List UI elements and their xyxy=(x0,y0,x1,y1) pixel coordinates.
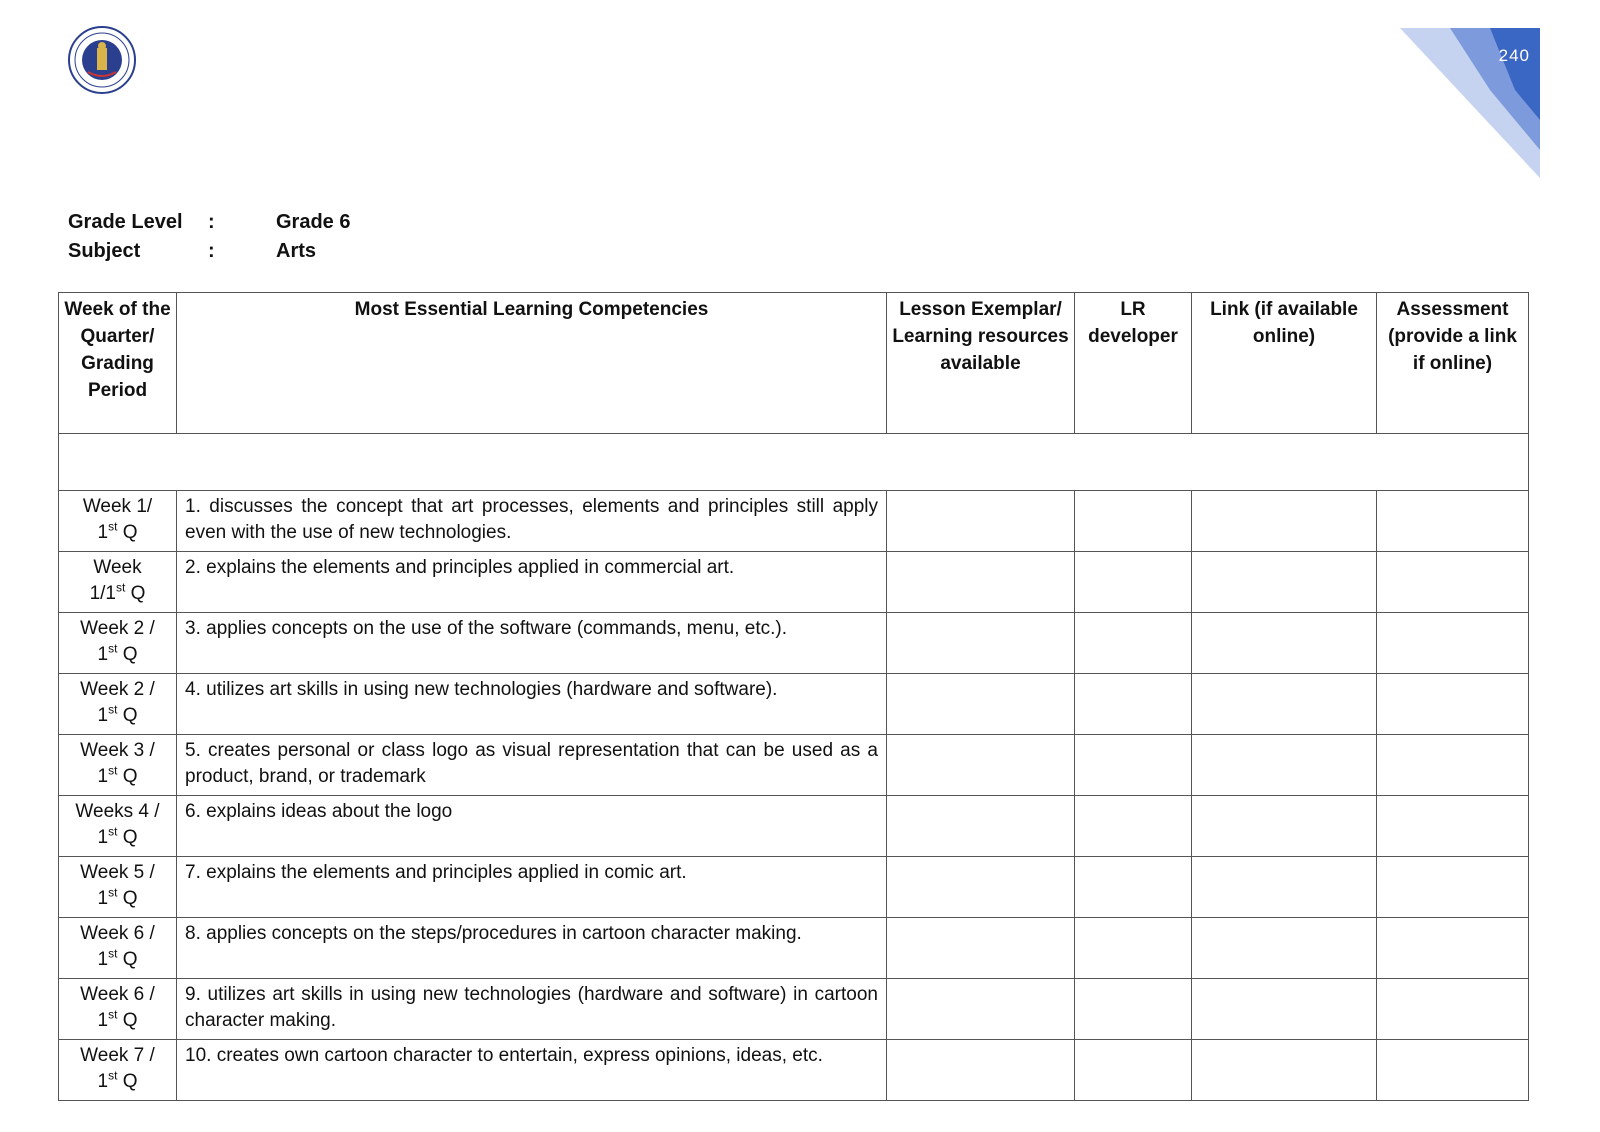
grade-level-row xyxy=(68,208,350,237)
week-number: 1 xyxy=(97,644,109,665)
document-meta xyxy=(68,208,350,266)
week-quarter: Q xyxy=(125,583,146,604)
grade-level-colon: : xyxy=(208,211,215,233)
week-cell xyxy=(59,552,177,613)
week-quarter: Q xyxy=(117,1071,138,1092)
week-label: Weeks 4 / xyxy=(75,801,160,822)
lesson-cell xyxy=(887,552,1075,613)
week-ordinal: st xyxy=(108,885,118,900)
table-row xyxy=(59,857,1529,918)
week-number: 1 xyxy=(97,522,109,543)
lesson-cell xyxy=(887,979,1075,1040)
week-label: Week 3 / xyxy=(80,740,155,761)
assessment-cell xyxy=(1377,979,1529,1040)
lesson-cell xyxy=(887,1040,1075,1101)
table-row xyxy=(59,613,1529,674)
lr-cell xyxy=(1075,552,1192,613)
week-label: Week xyxy=(93,557,142,578)
competency-cell: 4. utilizes art skills in using new technologies (hardware and software). xyxy=(177,674,887,735)
week-label: Week 2 / xyxy=(80,618,155,639)
table-row xyxy=(59,674,1529,735)
week-number: 1/1 xyxy=(89,583,116,604)
week-cell xyxy=(59,613,177,674)
lr-cell xyxy=(1075,735,1192,796)
week-label: Week 6 / xyxy=(80,984,155,1005)
table-row xyxy=(59,979,1529,1040)
week-number: 1 xyxy=(97,766,109,787)
week-quarter: Q xyxy=(117,644,138,665)
lr-cell xyxy=(1075,613,1192,674)
lr-cell xyxy=(1075,1040,1192,1101)
week-label: Week 7 / xyxy=(80,1045,155,1066)
spacer-row xyxy=(59,434,1529,491)
competency-cell: 8. applies concepts on the steps/procedures in cartoon character making. xyxy=(177,918,887,979)
lr-cell xyxy=(1075,857,1192,918)
week-quarter: Q xyxy=(117,949,138,970)
lr-cell xyxy=(1075,979,1192,1040)
competency-cell: 6. explains ideas about the logo xyxy=(177,796,887,857)
week-number: 1 xyxy=(97,949,109,970)
lr-cell xyxy=(1075,674,1192,735)
link-cell xyxy=(1192,979,1377,1040)
assessment-cell xyxy=(1377,857,1529,918)
link-cell xyxy=(1192,491,1377,552)
assessment-cell xyxy=(1377,796,1529,857)
header-competencies: Most Essential Learning Competencies xyxy=(177,293,887,434)
assessment-cell xyxy=(1377,918,1529,979)
lr-cell xyxy=(1075,796,1192,857)
week-ordinal: st xyxy=(108,946,118,961)
link-cell xyxy=(1192,735,1377,796)
table-row xyxy=(59,491,1529,552)
competency-cell: 7. explains the elements and principles applied in comic art. xyxy=(177,857,887,918)
week-number: 1 xyxy=(97,888,109,909)
week-quarter: Q xyxy=(117,766,138,787)
link-cell xyxy=(1192,918,1377,979)
table-row xyxy=(59,918,1529,979)
week-cell xyxy=(59,491,177,552)
week-number: 1 xyxy=(97,1071,109,1092)
table-row xyxy=(59,1040,1529,1101)
week-ordinal: st xyxy=(116,580,126,595)
table-row xyxy=(59,552,1529,613)
header-lr-developer: LR developer xyxy=(1075,293,1192,434)
subject-colon: : xyxy=(208,240,215,262)
week-cell xyxy=(59,674,177,735)
competency-cell: 9. utilizes art skills in using new technologies (hardware and software) in cartoon character making. xyxy=(177,979,887,1040)
week-ordinal: st xyxy=(108,519,118,534)
week-cell xyxy=(59,918,177,979)
week-label: Week 6 / xyxy=(80,923,155,944)
week-ordinal: st xyxy=(108,824,118,839)
spacer-cell xyxy=(59,434,1529,491)
week-ordinal: st xyxy=(108,1068,118,1083)
assessment-cell xyxy=(1377,674,1529,735)
week-cell xyxy=(59,735,177,796)
assessment-cell xyxy=(1377,735,1529,796)
week-quarter: Q xyxy=(117,1010,138,1031)
competency-cell: 10. creates own cartoon character to entertain, express opinions, ideas, etc. xyxy=(177,1040,887,1101)
lesson-cell xyxy=(887,735,1075,796)
assessment-cell xyxy=(1377,552,1529,613)
assessment-cell xyxy=(1377,613,1529,674)
deped-seal-icon xyxy=(68,26,136,94)
link-cell xyxy=(1192,674,1377,735)
lesson-cell xyxy=(887,796,1075,857)
lesson-cell xyxy=(887,613,1075,674)
week-label: Week 1/ xyxy=(82,496,153,517)
header-link: Link (if available online) xyxy=(1192,293,1377,434)
lesson-cell xyxy=(887,674,1075,735)
week-quarter: Q xyxy=(117,522,138,543)
header-lesson-exemplar: Lesson Exemplar/ Learning resources available xyxy=(887,293,1075,434)
lr-cell xyxy=(1075,918,1192,979)
table-header-row xyxy=(59,293,1529,434)
header-week: Week of the Quarter/ Grading Period xyxy=(59,293,177,434)
lr-cell xyxy=(1075,491,1192,552)
grade-level-value: Grade 6 xyxy=(276,211,351,233)
week-quarter: Q xyxy=(117,827,138,848)
week-number: 1 xyxy=(97,1010,109,1031)
subject-row xyxy=(68,237,350,266)
page-number: 240 xyxy=(1498,46,1530,65)
subject-label: Subject xyxy=(68,240,141,262)
lesson-cell xyxy=(887,918,1075,979)
week-quarter: Q xyxy=(117,888,138,909)
assessment-cell xyxy=(1377,1040,1529,1101)
corner-decoration xyxy=(1340,0,1600,190)
table-row xyxy=(59,735,1529,796)
link-cell xyxy=(1192,552,1377,613)
lesson-cell xyxy=(887,491,1075,552)
lesson-cell xyxy=(887,857,1075,918)
week-cell xyxy=(59,857,177,918)
header-assessment: Assessment (provide a link if online) xyxy=(1377,293,1529,434)
competency-cell: 1. discusses the concept that art processes, elements and principles still apply even with the use of new technologies. xyxy=(177,491,887,552)
competencies-table xyxy=(58,292,1529,1101)
week-ordinal: st xyxy=(108,641,118,656)
link-cell xyxy=(1192,796,1377,857)
competency-cell: 5. creates personal or class logo as visual representation that can be used as a product, brand, or trademark xyxy=(177,735,887,796)
subject-value: Arts xyxy=(276,240,317,262)
week-ordinal: st xyxy=(108,763,118,778)
week-label: Week 2 / xyxy=(80,679,155,700)
grade-level-label: Grade Level xyxy=(68,211,183,233)
week-label: Week 5 / xyxy=(80,862,155,883)
link-cell xyxy=(1192,1040,1377,1101)
competency-cell: 3. applies concepts on the use of the software (commands, menu, etc.). xyxy=(177,613,887,674)
week-cell xyxy=(59,1040,177,1101)
week-number: 1 xyxy=(97,827,109,848)
week-ordinal: st xyxy=(108,1007,118,1022)
week-ordinal: st xyxy=(108,702,118,717)
week-cell xyxy=(59,796,177,857)
competency-cell: 2. explains the elements and principles applied in commercial art. xyxy=(177,552,887,613)
week-cell xyxy=(59,979,177,1040)
table-row xyxy=(59,796,1529,857)
assessment-cell xyxy=(1377,491,1529,552)
link-cell xyxy=(1192,613,1377,674)
week-quarter: Q xyxy=(117,705,138,726)
link-cell xyxy=(1192,857,1377,918)
week-number: 1 xyxy=(97,705,109,726)
